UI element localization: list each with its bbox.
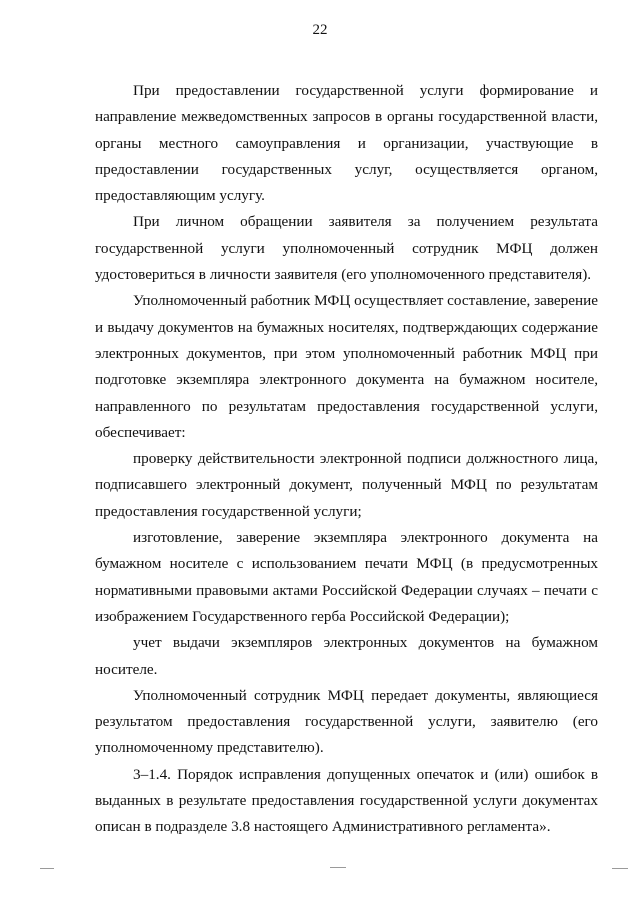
paragraph-document-handover: Уполномоченный сотрудник МФЦ передает документы, являющиеся результатом предоставления государственной услуги, заявителю (его уполномоченному представителю). bbox=[95, 686, 598, 757]
paragraph-signature-check: проверку действительности электронной подписи должностного лица, подписавшего электронный документ, полученный МФЦ по результатам предоставления государственной услуги; bbox=[95, 450, 598, 520]
document-body bbox=[95, 78, 598, 841]
paragraph-identity-check: При личном обращении заявителя за получением результата государственной услуги уполномоченный сотрудник МФЦ должен удостовериться в личности заявителя (его уполномоченного представителя). bbox=[95, 213, 598, 284]
paragraph-paper-copies: Уполномоченный работник МФЦ осуществляет составление, заверение и выдачу документов на бумажных носителях, подтверждающих содержание электронных документов, при этом уполномоченный работник МФЦ при подготовке экземпляра электронного документа на бумажном носителе, направленного по результатам предоставления государственной услуги, обеспечивает: bbox=[95, 292, 598, 441]
page-number: 22 bbox=[312, 22, 328, 38]
paragraph-copy-certification: изготовление, заверение экземпляра электронного документа на бумажном носителе с использованием печати МФЦ (в предусмотренных нормативными правовыми актами Российской Федерации случаях – печати с изображением Государственного герба Российской Федерации); bbox=[95, 529, 598, 625]
paragraph-interagency-requests: При предоставлении государственной услуги формирование и направление межведомственных запросов в органы государственной власти, органы местного самоуправления и организации, участвующие в предоставлении государственных услуг, осуществляется органом, предоставляющим услугу. bbox=[95, 82, 598, 205]
paragraph-error-correction: 3–1.4. Порядок исправления допущенных опечаток и (или) ошибок в выданных в результате предоставления государственной услуги документах описан в подразделе 3.8 настоящего Административного регламента». bbox=[95, 765, 598, 836]
scan-mark-center bbox=[330, 867, 346, 868]
scan-mark-right bbox=[612, 868, 628, 869]
scan-mark-left bbox=[40, 868, 54, 869]
paragraph-issue-accounting: учет выдачи экземпляров электронных документов на бумажном носителе. bbox=[95, 634, 598, 678]
